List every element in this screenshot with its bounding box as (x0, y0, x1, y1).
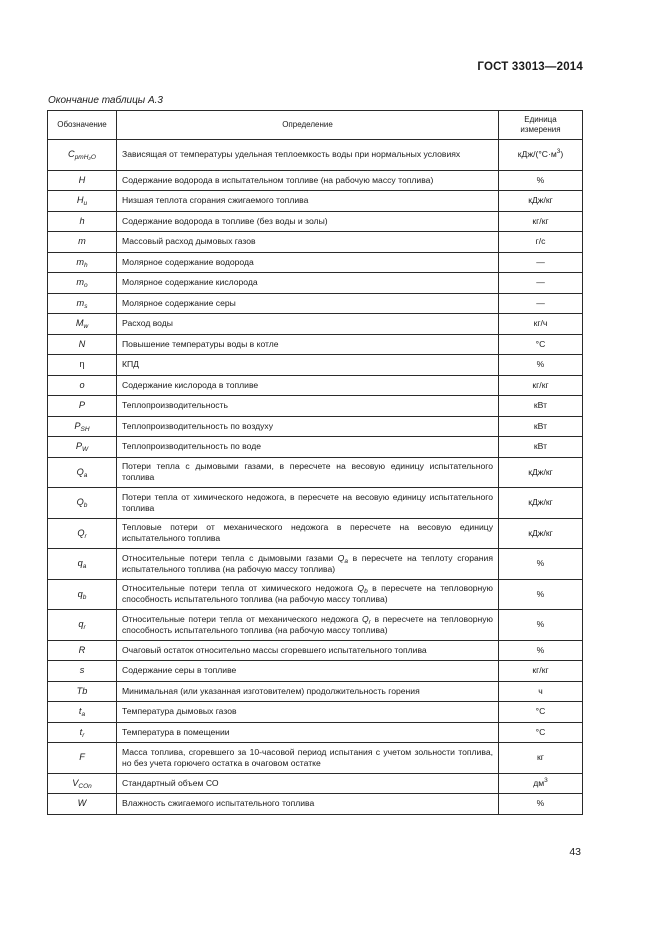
definition-cell: Содержание водорода в испытательном топливе (на рабочую массу топлива) (117, 170, 499, 191)
symbol-letter: η (79, 359, 85, 370)
symbol-cell (48, 293, 117, 314)
symbol-cell (48, 681, 117, 702)
symbol-subscript: W (82, 446, 89, 454)
table-row (48, 273, 583, 294)
table-row (48, 743, 583, 774)
symbol-letter: N (78, 338, 86, 349)
table-caption: Окончание таблицы А.3 (48, 95, 163, 106)
unit-cell: кг/кг (499, 375, 583, 396)
definition-cell: Теплопроизводительность (117, 396, 499, 417)
table-body (48, 140, 583, 815)
symbol-cell (48, 457, 117, 488)
symbol-letter: R (78, 644, 86, 655)
definition-text: Относительные потери тепла от химического недожога (122, 583, 358, 594)
table-row (48, 232, 583, 253)
symbol-cell (48, 488, 117, 519)
symbol-cell (48, 794, 117, 815)
unit-cell: ч (499, 681, 583, 702)
unit-superscript: 3 (556, 148, 561, 156)
unit-text: кДж/(°С·м (517, 149, 557, 160)
table-row (48, 437, 583, 458)
unit-cell: °С (499, 722, 583, 743)
definition-cell: Потери тепла от химического недожога, в пересчете на весовую единицу испытательного топлива (117, 488, 499, 519)
table-row (48, 549, 583, 580)
symbol-letter: F (79, 752, 85, 763)
unit-cell: кг/кг (499, 211, 583, 232)
unit-cell: % (499, 640, 583, 661)
table-row (48, 314, 583, 335)
definition-text: в пересчете на тепловорную способность испытательного топлива (на рабочую массу топлива) (122, 583, 493, 605)
definition-text: Относительные потери тепла от механического недожога (122, 613, 362, 624)
symbol-cell (48, 416, 117, 437)
symbol-letter: t (78, 706, 82, 717)
unit-cell: °С (499, 334, 583, 355)
symbol-subscript: h (84, 261, 88, 269)
unit-cell: кДж/кг (499, 518, 583, 549)
definition-cell: Масса топлива, сгоревшего за 10-часовой период испытания с учетом зольности топлива, но без учета горючего остатка в очаговом остатке (117, 743, 499, 774)
unit-cell: кВт (499, 396, 583, 417)
table-row (48, 610, 583, 641)
symbol-cell (48, 252, 117, 273)
table-row (48, 191, 583, 212)
symbol-cell (48, 273, 117, 294)
symbol-cell (48, 579, 117, 610)
symbol-letter: P (74, 420, 81, 431)
unit-text: ) (560, 149, 564, 160)
definition-symbol: Q (357, 583, 365, 594)
definition-cell: Минимальная (или указанная изготовителем) продолжительность горения (117, 681, 499, 702)
symbol-subscript: COn (78, 782, 92, 790)
column-header-unit: Единица измерения (499, 111, 583, 140)
unit-cell: % (499, 355, 583, 376)
page-number: 43 (569, 846, 581, 858)
symbol-letter: Q (77, 527, 85, 538)
unit-cell: % (499, 170, 583, 191)
definition-cell: Теплопроизводительность по воздуху (117, 416, 499, 437)
definition-cell (117, 610, 499, 641)
symbol-cell (48, 661, 117, 682)
symbol-letter: H (76, 195, 84, 206)
column-header-symbol: Обозначение (48, 111, 117, 140)
unit-superscript: 3 (544, 776, 548, 784)
symbol-cell (48, 640, 117, 661)
definition-cell: Температура дымовых газов (117, 702, 499, 723)
definition-cell: Содержание водорода в топливе (без воды и золы) (117, 211, 499, 232)
symbol-letter: m (78, 236, 86, 247)
table-row (48, 170, 583, 191)
unit-cell: % (499, 579, 583, 610)
symbol-subscript: a (82, 563, 87, 571)
unit-cell: % (499, 794, 583, 815)
unit-cell: °С (499, 702, 583, 723)
symbol-cell (48, 743, 117, 774)
definition-symbol-subscript: a (344, 557, 348, 565)
symbol-subscript: u (83, 200, 88, 208)
unit-cell: — (499, 252, 583, 273)
unit-cell (499, 140, 583, 171)
standard-number: ГОСТ 33013—2014 (477, 61, 583, 73)
table-row (48, 640, 583, 661)
table-row (48, 375, 583, 396)
table-row (48, 488, 583, 519)
symbol-cell (48, 437, 117, 458)
symbol-letter: P (75, 441, 82, 452)
symbol-cell (48, 211, 117, 232)
definition-text: в пересчете на теплоту сгорания испытательного топлива (на рабочую массу топлива) (122, 552, 493, 574)
symbol-letter: t (79, 726, 83, 737)
symbol-letter: Q (76, 466, 84, 477)
symbol-cell (48, 170, 117, 191)
table-row (48, 681, 583, 702)
symbol-cell (48, 355, 117, 376)
definition-cell: КПД (117, 355, 499, 376)
symbol-letter: W (77, 798, 87, 809)
symbol-cell (48, 140, 117, 171)
symbol-subscript: r (84, 532, 87, 540)
symbol-subscript: a (83, 471, 88, 479)
symbol-subscript: a (81, 711, 86, 719)
symbol-letter: m (76, 277, 85, 288)
unit-cell: % (499, 610, 583, 641)
unit-cell: — (499, 273, 583, 294)
definition-cell: Массовый расход дымовых газов (117, 232, 499, 253)
table-row (48, 722, 583, 743)
table-row (48, 334, 583, 355)
table-row (48, 579, 583, 610)
unit-cell: кВт (499, 437, 583, 458)
symbol-subscript: r (83, 624, 86, 632)
table-row (48, 416, 583, 437)
symbols-table (47, 110, 583, 815)
symbol-letter: H (78, 174, 86, 185)
definition-cell: Теплопроизводительность по воде (117, 437, 499, 458)
unit-cell: кДж/кг (499, 488, 583, 519)
definition-cell (117, 549, 499, 580)
table-row (48, 773, 583, 794)
definition-cell: Содержание кислорода в топливе (117, 375, 499, 396)
symbol-letter: Q (76, 497, 84, 508)
definition-cell: Молярное содержание кислорода (117, 273, 499, 294)
symbol-letter: P (78, 400, 86, 411)
definition-cell: Расход воды (117, 314, 499, 335)
symbol-letter: C (68, 149, 75, 160)
definition-symbol-subscript: b (364, 588, 368, 596)
symbol-cell (48, 314, 117, 335)
symbol-letter: m (76, 256, 85, 267)
unit-cell: % (499, 549, 583, 580)
symbol-subscript: b (83, 502, 88, 510)
symbol-cell (48, 396, 117, 417)
symbol-subscript: b (82, 593, 87, 601)
table-row (48, 211, 583, 232)
table-row (48, 140, 583, 171)
definition-symbol: Q (337, 552, 345, 563)
table-row (48, 457, 583, 488)
table-row (48, 252, 583, 273)
definition-cell: Низшая теплота сгорания сжигаемого топлива (117, 191, 499, 212)
symbol-cell (48, 191, 117, 212)
table-row (48, 794, 583, 815)
definition-cell: Зависящая от температуры удельная теплоемкость воды при нормальных условиях (117, 140, 499, 171)
definition-symbol: Q (361, 613, 369, 624)
symbol-letter: h (79, 215, 85, 226)
definition-text: Относительные потери тепла с дымовыми газами (122, 552, 338, 563)
symbol-letter: q (77, 558, 83, 569)
table-row (48, 661, 583, 682)
definition-cell: Тепловые потери от механического недожога в пересчете на весовую единицу испытательного топлива (117, 518, 499, 549)
unit-cell: — (499, 293, 583, 314)
symbol-subscript: w (83, 323, 89, 331)
definition-cell: Потери тепла с дымовыми газами, в пересчете на весовую единицу испытательного топлива (117, 457, 499, 488)
symbol-subscript: s (84, 302, 88, 310)
definition-cell: Молярное содержание серы (117, 293, 499, 314)
symbol-cell (48, 722, 117, 743)
symbol-letter: q (78, 619, 84, 630)
column-header-definition: Определение (117, 111, 499, 140)
symbol-cell (48, 334, 117, 355)
unit-cell: кг/кг (499, 661, 583, 682)
unit-cell: г/с (499, 232, 583, 253)
symbol-subscript: pmH₂O (74, 154, 96, 162)
symbol-letter: m (76, 297, 85, 308)
unit-text: дм (533, 777, 545, 788)
symbol-subscript: o (84, 282, 88, 290)
symbol-letter: Tb (76, 685, 88, 696)
definition-text: в пересчете на тепловорную способность испытательного топлива (на рабочую массу топлива) (122, 613, 493, 635)
symbol-cell (48, 549, 117, 580)
unit-cell: кДж/кг (499, 191, 583, 212)
unit-cell: кДж/кг (499, 457, 583, 488)
symbol-subscript: SH (80, 425, 90, 433)
symbol-cell (48, 518, 117, 549)
unit-cell (499, 773, 583, 794)
symbol-cell (48, 610, 117, 641)
definition-cell: Молярное содержание водорода (117, 252, 499, 273)
definition-cell: Температура в помещении (117, 722, 499, 743)
symbol-letter: q (77, 588, 83, 599)
symbol-cell (48, 702, 117, 723)
table-row (48, 518, 583, 549)
unit-cell: кг (499, 743, 583, 774)
unit-cell: кВт (499, 416, 583, 437)
symbol-cell (48, 375, 117, 396)
symbol-letter: V (72, 777, 79, 788)
definition-cell: Влажность сжигаемого испытательного топлива (117, 794, 499, 815)
definition-cell: Содержание серы в топливе (117, 661, 499, 682)
definition-cell: Стандартный объем СО (117, 773, 499, 794)
table-row (48, 355, 583, 376)
symbol-subscript: r (82, 731, 85, 739)
symbol-cell (48, 773, 117, 794)
definition-cell: Очаговый остаток относительно массы сгоревшего испытательного топлива (117, 640, 499, 661)
table-row (48, 702, 583, 723)
definition-symbol-subscript: r (368, 618, 371, 626)
symbol-cell (48, 232, 117, 253)
definition-cell (117, 579, 499, 610)
table-row (48, 293, 583, 314)
table-row (48, 396, 583, 417)
unit-cell: кг/ч (499, 314, 583, 335)
symbol-letter: M (75, 318, 84, 329)
symbol-letter: s (79, 665, 85, 676)
definition-cell: Повышение температуры воды в котле (117, 334, 499, 355)
symbol-letter: o (79, 379, 85, 390)
